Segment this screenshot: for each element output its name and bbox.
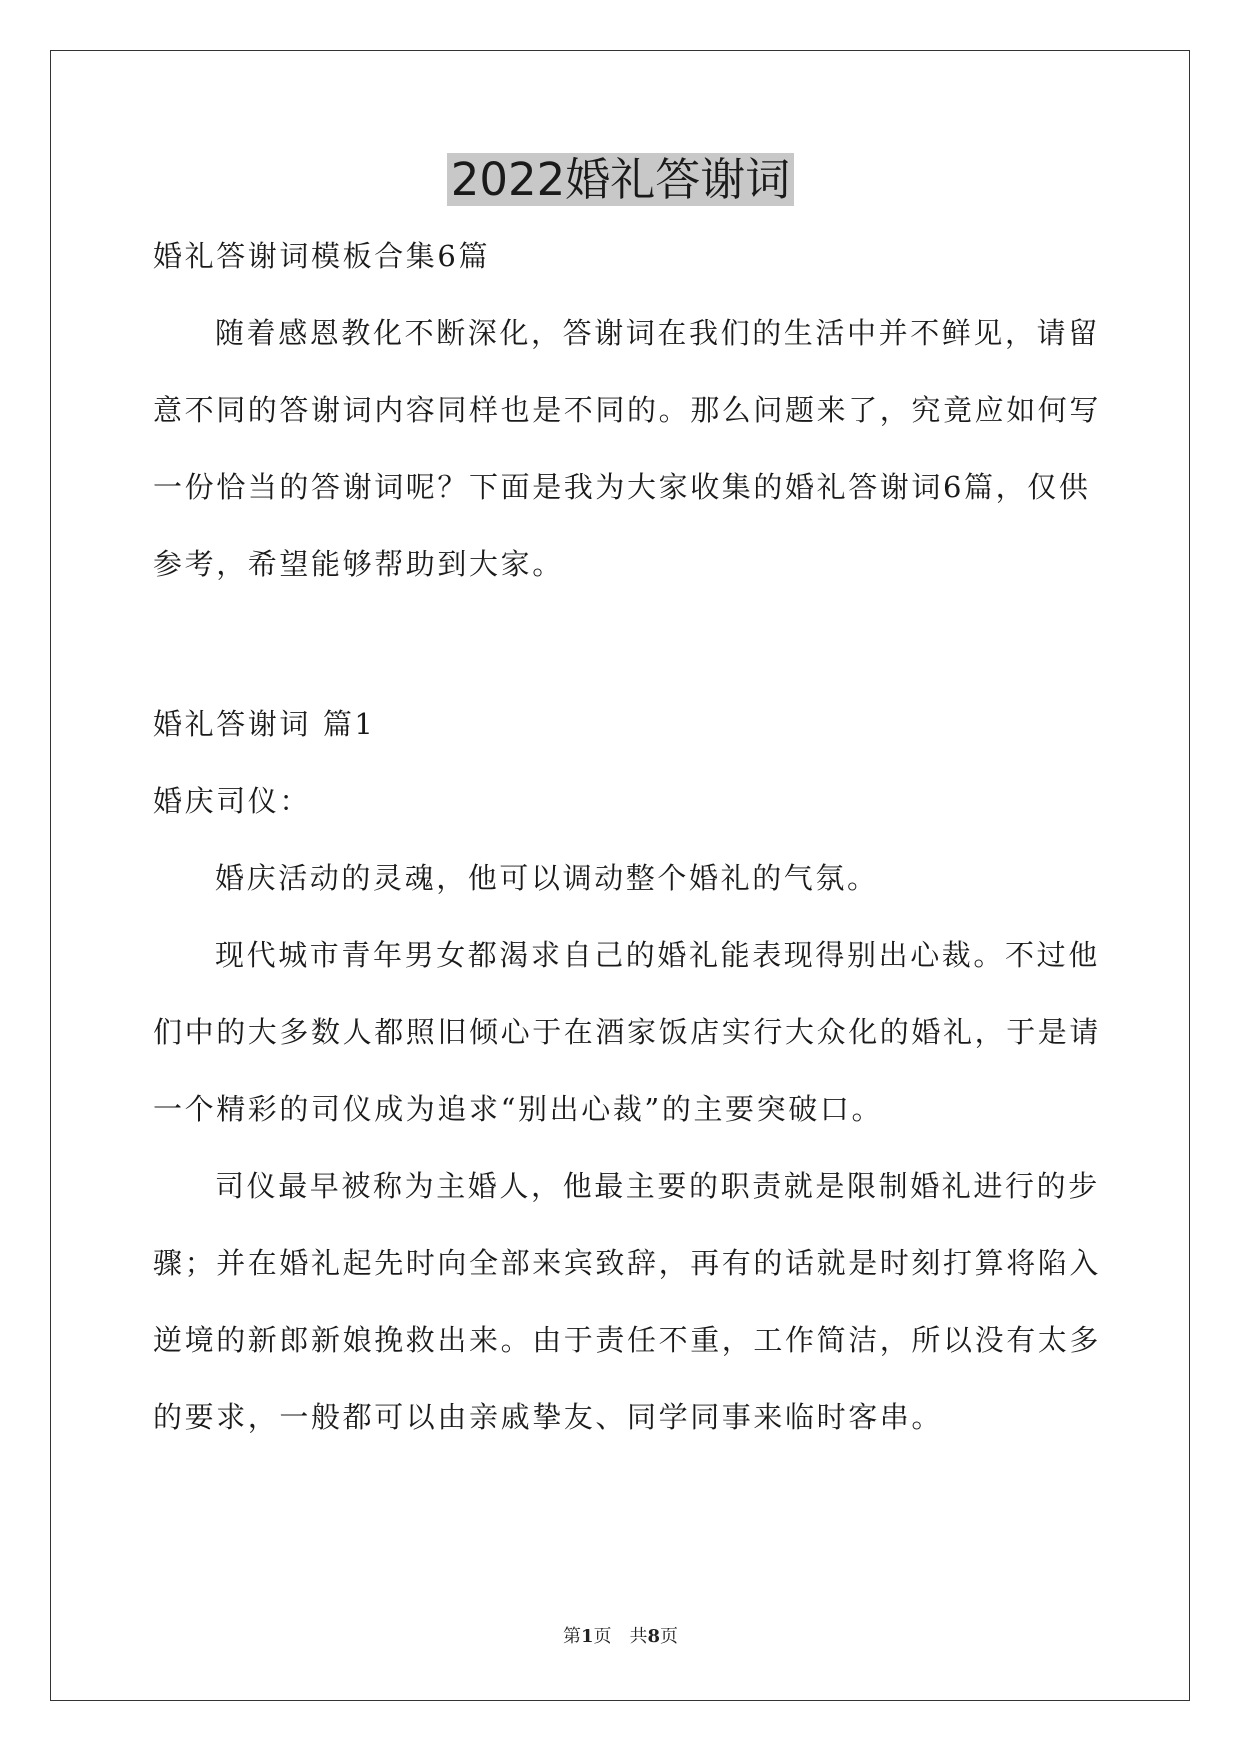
section-heading: 婚礼答谢词 篇1	[153, 707, 376, 741]
title-text: 2022婚礼答谢词	[447, 153, 795, 206]
intro-line-3: 一份恰当的答谢词呢？下面是我为大家收集的婚礼答谢词6篇，仅供	[153, 470, 1091, 504]
document-title	[0, 150, 1241, 210]
intro-line-1: 随着感恩教化不断深化，答谢词在我们的生活中并不鲜见，请留	[215, 316, 1100, 350]
paragraph-3-line-2: 骤；并在婚礼起先时向全部来宾致辞，再有的话就是时刻打算将陷入	[153, 1246, 1102, 1280]
intro-line-4: 参考，希望能够帮助到大家。	[153, 547, 564, 581]
paragraph-3-line-4: 的要求，一般都可以由亲戚挚友、同学同事来临时客串。	[153, 1400, 944, 1434]
page-number-footer	[0, 1625, 1241, 1649]
subtitle: 婚礼答谢词模板合集6篇	[153, 239, 491, 273]
paragraph-2-line-1: 现代城市青年男女都渴求自己的婚礼能表现得别出心裁。不过他	[215, 938, 1100, 972]
page-prefix: 第	[562, 1626, 581, 1647]
paragraph-3-line-1: 司仪最早被称为主婚人，他最主要的职责就是限制婚礼进行的步	[215, 1169, 1100, 1203]
paragraph-1: 婚庆活动的灵魂，他可以调动整个婚礼的气氛。	[215, 861, 879, 895]
paragraph-2-line-2: 们中的大多数人都照旧倾心于在酒家饭店实行大众化的婚礼，于是请	[153, 1015, 1102, 1049]
page-mid: 页 共	[593, 1626, 648, 1647]
total-page-number: 8	[647, 1626, 661, 1647]
paragraph-2-line-3: 一个精彩的司仪成为追求“别出心裁”的主要突破口。	[153, 1092, 884, 1126]
section-label: 婚庆司仪：	[153, 784, 312, 818]
current-page-number: 1	[580, 1626, 594, 1647]
paragraph-3-line-3: 逆境的新郎新娘挽救出来。由于责任不重，工作简洁，所以没有太多	[153, 1323, 1102, 1357]
page-suffix: 页	[660, 1626, 679, 1647]
intro-line-2: 意不同的答谢词内容同样也是不同的。那么问题来了，究竟应如何写	[153, 393, 1102, 427]
